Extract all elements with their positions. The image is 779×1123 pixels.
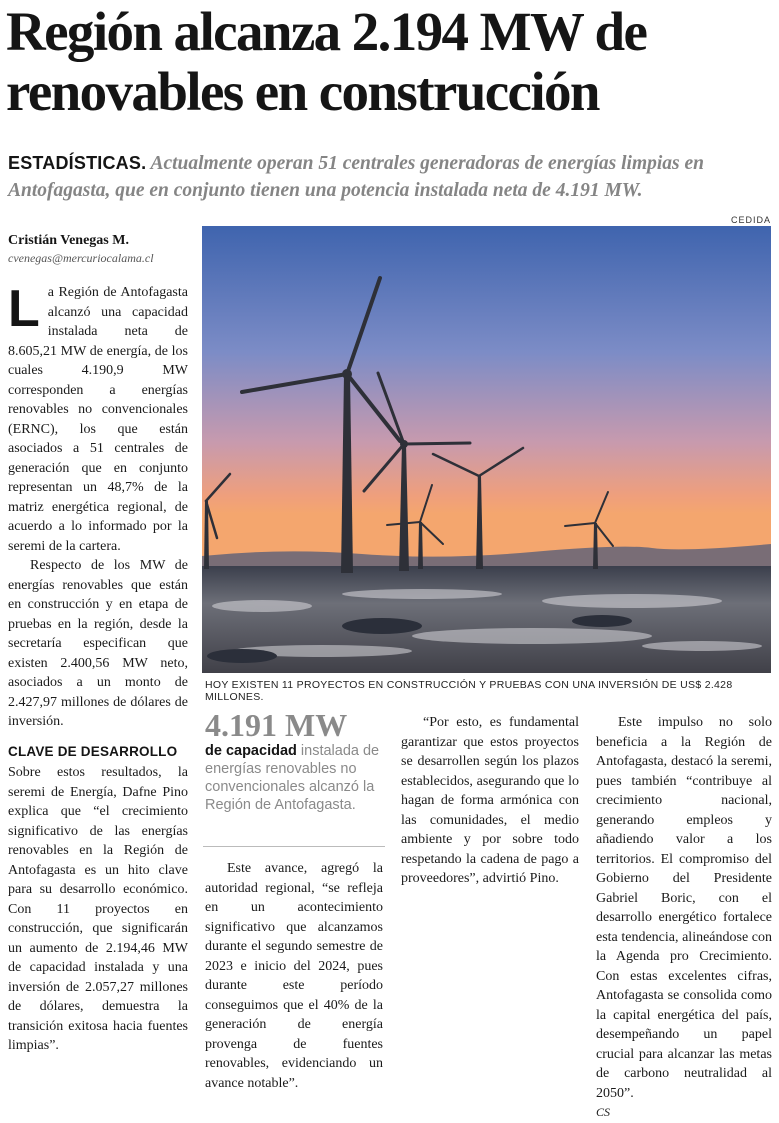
highlight-lead: de capacidad	[205, 743, 297, 759]
column-3	[401, 713, 579, 889]
column-1	[8, 280, 188, 1056]
photo-caption: HOY EXISTEN 11 PROYECTOS EN CONSTRUCCIÓN Y PRUEBAS CON UNA INVERSIÓN DE US$ 2.428 MILLONES.	[205, 679, 733, 703]
deck	[8, 150, 773, 204]
highlight-text: instalada de energías renovables no convencionales alcanzó la Región de Antofagasta.	[205, 743, 380, 813]
author-name: Cristián Venegas M.	[8, 233, 129, 248]
wind-farm-photo	[202, 226, 771, 673]
highlight-divider	[203, 846, 385, 847]
subhead-clave: CLAVE DE DESARROLLO	[8, 743, 178, 759]
paragraph-4: Este avance, agregó la autoridad regional, “se refleja en un acontecimiento significativo que alcanzamos durante el segundo semestre de 2023 e inicio del 2024, pues durante este período conseguimos que el 40% de la generación de energía provenga de fuentes renovables, evidenciando un avance notable”.	[205, 861, 383, 1091]
column-2	[205, 859, 383, 1093]
end-mark: CS	[596, 1105, 611, 1119]
paragraph-2: Respecto de los MW de energías renovables que están en construcción y en etapa de pruebas en la región, desde la secretaría especifican que existen 2.400,56 MW neto, asociados a un monto de 2.427,97 millones de dólares de inversión.	[8, 558, 188, 729]
column-4	[596, 713, 772, 1123]
paragraph-3: Sobre estos resultados, la seremi de Energía, Dafne Pino explica que “el crecimiento significativo de las energías renovables en la Región de Antofagasta es un hito clave para su desarrollo económico. Con 11 proyectos en construcción, que significarán un aumento de 2.194,46 MW de capacidad instalada y una inversión de 2.057,27 millones de dólares, demuestra la transición exitosa hacia fuentes limpias”.	[8, 765, 188, 1053]
highlight-box	[205, 708, 383, 814]
paragraph-5: “Por esto, es fundamental garantizar que estos proyectos se desarrollen según los plazos establecidos, asegurando que lo hagan de forma armónica con las comunidades, el medio ambiente y por sobre todo respetando la cadena de pago a proveedores”, advirtió Pino.	[401, 715, 579, 886]
photo-credit: CEDIDA	[730, 215, 771, 225]
deck-kicker: ESTADÍSTICAS.	[8, 153, 147, 173]
drop-cap: L	[8, 280, 40, 338]
paragraph-6: Este impulso no solo beneficia a la Región de Antofagasta, destacó la seremi, pues también “contribuye al crecimiento nacional, generando empleos y añadiendo valor a los territorios. El compromiso del Gobierno del Presidente Gabriel Boric, con el desarrollo energético fortalece esta tendencia, alineándose con la Agenda pro Crecimiento. Con estas excelentes cifras, Antofagasta se consolida como la capital energética del país, desempeñando un papel crucial para alcanzar las metas de carbono neutralidad al 2050”.	[596, 715, 772, 1101]
author-email[interactable]: cvenegas@mercuriocalama.cl	[8, 251, 154, 265]
deck-text: Actualmente operan 51 centrales generadoras de energías limpias en Antofagasta, que en conjunto tienen una potencia instalada neta de 4.191 MW.	[8, 153, 705, 201]
highlight-body	[205, 742, 383, 814]
highlight-number: 4.191 MW	[205, 707, 348, 743]
paragraph-1: a Región de Antofagasta alcanzó una capacidad instalada neta de 8.605,21 MW de energía, de los cuales 4.190,9 MW corresponden a energías renovables no convencionales (ERNC), los que están asociados a 51 centrales de generación que en conjunto representan un 48,7% de la matriz energética regional, de acuerdo a lo informado por la seremi de la cartera.	[8, 285, 188, 554]
headline: Región alcanza 2.194 MW de renovables en construcción	[6, 1, 647, 122]
